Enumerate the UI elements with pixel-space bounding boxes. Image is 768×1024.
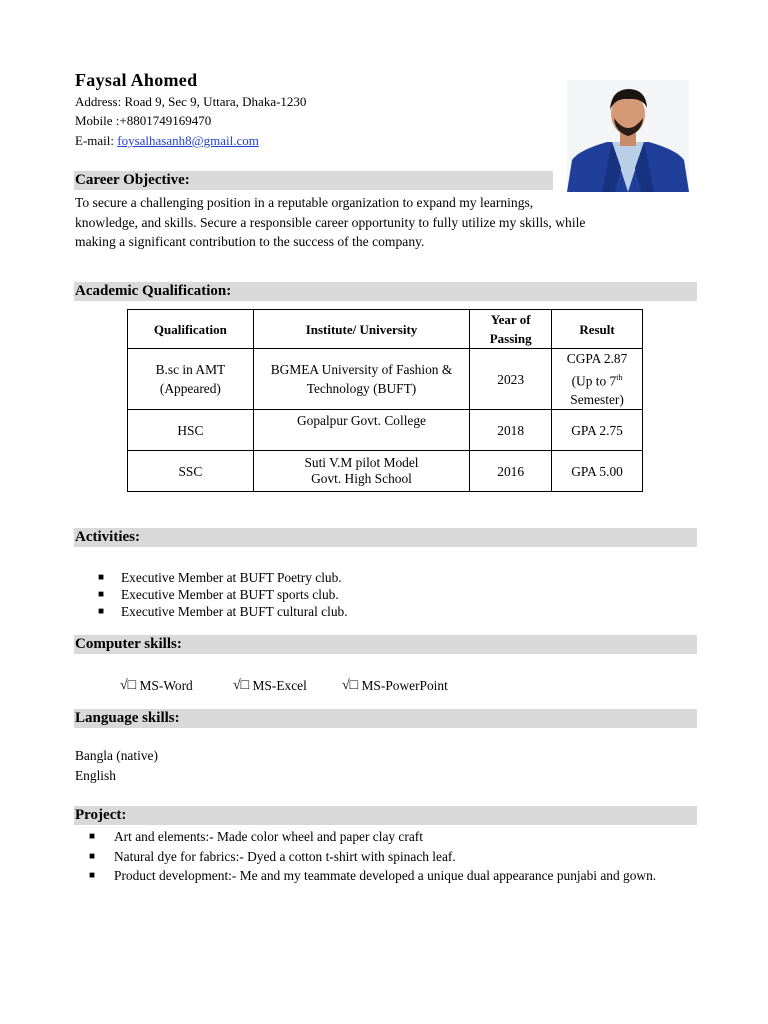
result-superscript: th xyxy=(616,373,623,382)
bullet-icon: ■ xyxy=(98,589,105,600)
bullet-icon: ■ xyxy=(89,831,96,842)
list-item xyxy=(89,827,689,847)
column-header: Institute/ University xyxy=(253,310,469,349)
result-cell: GPA 2.75 xyxy=(552,410,643,451)
activity-text: Executive Member at BUFT sports club. xyxy=(121,587,339,602)
career-line: making a significant contribution to the success of the company. xyxy=(75,234,425,249)
checkbox-icon: √□ xyxy=(120,678,137,693)
language-list xyxy=(75,746,158,786)
skill-label: MS-Excel xyxy=(252,678,307,693)
activities-list xyxy=(98,569,348,620)
project-heading: Project: xyxy=(74,806,697,825)
skill-item xyxy=(120,678,193,694)
table-row xyxy=(128,451,643,492)
list-item xyxy=(98,603,348,620)
academic-table xyxy=(127,309,643,492)
project-text: Natural dye for fabrics:- Dyed a cotton t-shirt with spinach leaf. xyxy=(114,848,456,864)
candidate-name: Faysal Ahomed xyxy=(75,70,198,90)
table-row xyxy=(128,410,643,451)
profile-photo xyxy=(567,80,689,192)
institute-cell: Gopalpur Govt. College xyxy=(253,410,469,451)
skill-label: MS-PowerPoint xyxy=(361,678,448,693)
bullet-icon: ■ xyxy=(89,870,96,881)
career-objective-heading: Career Objective: xyxy=(74,171,553,190)
year-cell: 2016 xyxy=(470,451,552,492)
career-line: knowledge, and skills. Secure a responsible career opportunity to fully utilize my skills, while xyxy=(75,214,586,230)
address: Address: Road 9, Sec 9, Uttara, Dhaka-1230 xyxy=(75,94,307,109)
language-item: Bangla (native) xyxy=(75,748,158,763)
result-text: Semester) xyxy=(570,392,624,408)
result-text: CGPA 2.87 (Up to 7 xyxy=(566,351,628,389)
language-skills-heading: Language skills: xyxy=(74,709,697,728)
project-text: Art and elements:- Made color wheel and paper clay craft xyxy=(114,829,423,844)
year-cell: 2018 xyxy=(470,410,552,451)
computer-skills-heading: Computer skills: xyxy=(74,635,697,654)
qualification-cell: B.sc in AMT (Appeared) xyxy=(128,349,254,410)
skill-item xyxy=(342,678,448,694)
table-row xyxy=(128,349,643,410)
email-line xyxy=(75,133,259,149)
bullet-icon: ■ xyxy=(98,572,105,583)
result-cell: GPA 5.00 xyxy=(552,451,643,492)
qualification-cell: SSC xyxy=(128,451,254,492)
list-item xyxy=(98,569,348,586)
bullet-icon: ■ xyxy=(98,606,105,617)
result-cell xyxy=(552,349,643,410)
institute-cell: Suti V.M pilot Model Govt. High School xyxy=(253,451,469,492)
activity-text: Executive Member at BUFT cultural club. xyxy=(121,604,348,619)
email-link[interactable]: foysalhasanh8@gmail.com xyxy=(117,133,259,148)
checkbox-icon: √□ xyxy=(342,678,359,693)
career-line: To secure a challenging position in a reputable organization to expand my learnings, xyxy=(75,195,534,210)
activity-text: Executive Member at BUFT Poetry club. xyxy=(121,570,342,585)
qualification-cell: HSC xyxy=(128,410,254,451)
column-header: Year of Passing xyxy=(470,310,552,349)
list-item xyxy=(98,586,348,603)
email-label: E-mail: xyxy=(75,133,118,148)
mobile: Mobile :+8801749169470 xyxy=(75,113,212,128)
career-objective-text xyxy=(75,193,697,252)
list-item xyxy=(89,866,689,886)
table-header-row xyxy=(128,310,643,349)
column-header: Qualification xyxy=(128,310,254,349)
project-list xyxy=(89,827,689,886)
list-item xyxy=(89,847,689,867)
bullet-icon: ■ xyxy=(89,850,96,862)
checkbox-icon: √□ xyxy=(233,678,250,693)
project-text: Product development:- Me and my teammate developed a unique dual appearance punjabi and gown. xyxy=(114,868,657,883)
activities-heading: Activities: xyxy=(74,528,697,547)
academic-heading: Academic Qualification: xyxy=(74,282,697,301)
column-header: Result xyxy=(552,310,643,349)
skill-item xyxy=(233,678,307,694)
skill-label: MS-Word xyxy=(139,678,193,693)
language-item: English xyxy=(75,768,116,783)
institute-cell: BGMEA University of Fashion & Technology (BUFT) xyxy=(253,349,469,410)
year-cell: 2023 xyxy=(470,349,552,410)
